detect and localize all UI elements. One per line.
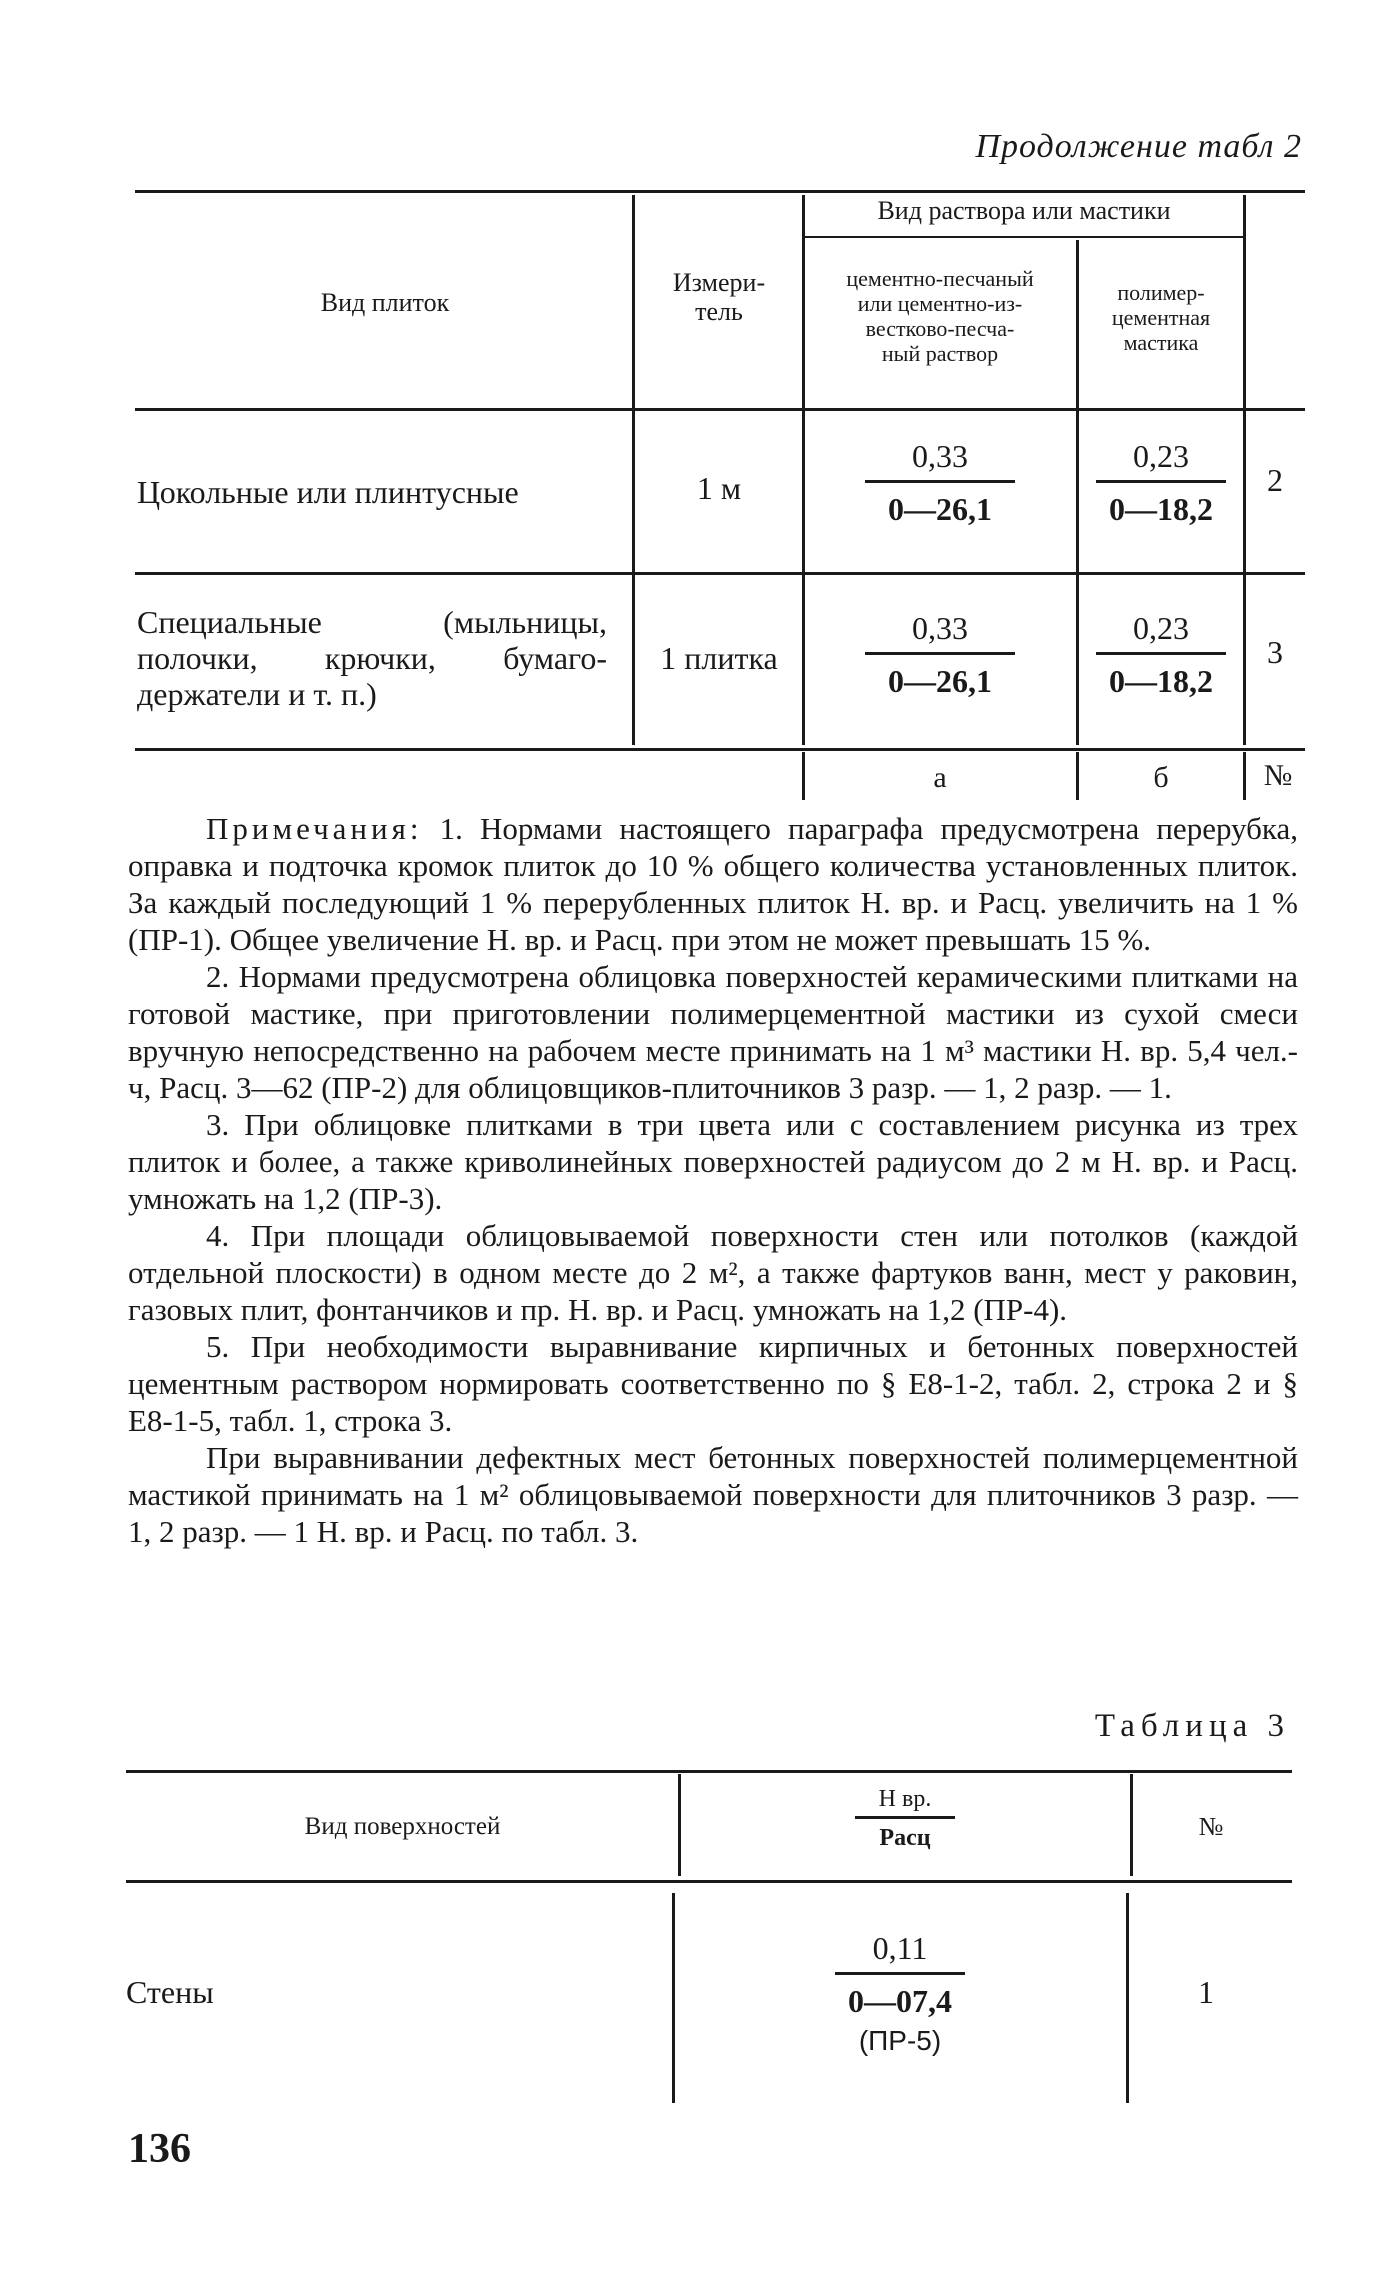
table-3-col-sep-1 [678,1774,681,1876]
header-measure: Измери- тель [672,268,766,326]
note-1-text: 1. Нормами настоящего параграфа предусмотрена перерубка, оправка и подточка кромок плиток до 10 % общего количества установленных плиток. За каждый последующий 1 % перерубленных плиток Н. вр. и Расц. увеличить на 1 % (ПР-1). Общее увеличение Н. вр. и Расц. при этом не может превышать 15 %. [128,811,1299,957]
note-2: 2. Нормами предусмотрена облицовка поверхностей керамическими плитками на готовой мастике, при приготовлении полимерцементной мастики из сухой смеси вручную непосредственно на рабочем месте принимать на 1 м³ мастики Н. вр. 5,4 чел.-ч, Расц. 3—62 (ПР-2) для облицовщиков-плиточников 3 разр. — 1, 2 разр. — 1. [128,959,1298,1105]
header-surface-type: Вид поверхностей [304,1813,501,1840]
fraction-bar [865,652,1015,655]
table-2-col-sep-1 [632,195,635,745]
page-number: 136 [128,2126,191,2172]
table-2-col-sep-2 [802,195,805,745]
rate-value: 0—18,2 [1109,491,1213,527]
table-row-norm-b [1086,436,1236,529]
fraction-bar [865,480,1015,483]
header-rate: Расц [879,1825,931,1851]
norm-time-value: 0,33 [912,438,968,474]
continuation-caption: Продолжение табл 2 [975,128,1302,165]
table-row-norm-a [820,608,1060,701]
norm-time-value: 0,23 [1133,438,1189,474]
table-3-body-sep-1 [672,1893,675,2103]
table-2-col-sep-4 [1243,195,1246,745]
table-2-header-bottom-rule [135,408,1305,411]
header-norm-fraction [820,1784,990,1853]
table-2-row-divider [135,572,1305,575]
header-mortar-group: Вид раствора или мастики [877,196,1171,225]
table-row-name: Стены [126,1974,214,2010]
table-2-footer-sep-3 [1243,752,1246,800]
header-col-a: цементно-песчаный или цементно-из- вестково-песча- ный раствор [846,266,1034,366]
table-row-norm-b [1086,608,1236,701]
fraction-bar [1096,652,1226,655]
table-2-top-rule [135,190,1305,193]
rate-value: 0—26,1 [888,663,992,699]
norm-time-value: 0,23 [1133,610,1189,646]
table-row-number: 3 [1267,634,1283,670]
table-3-title: Таблица 3 [1094,1708,1290,1744]
table-row-name: Специальные (мыльницы, полочки, крючки, бумаго-держатели и т. п.) [137,604,607,712]
table-row-name: Цокольные или плинтусные [137,474,519,510]
table-row-norm [800,1928,1000,2061]
rate-value: 0—07,4 [848,1983,952,2019]
table-2-col-sep-3 [1076,240,1079,745]
table-2-group-rule [804,236,1244,238]
table-row-measure: 1 м [696,470,742,506]
header-number: № [1198,1812,1224,1841]
header-col-b: полимер- цементная мастика [1111,280,1211,355]
table-2-footer-sep-1 [802,752,805,800]
table-3-body-sep-2 [1126,1893,1129,2103]
norm-time-value: 0,11 [872,1930,928,1966]
table-row-number: 2 [1267,462,1283,498]
column-letter-a: а [933,761,947,794]
table-row-norm-a [820,436,1060,529]
note-5: 5. При необходимости выравнивание кирпичных и бетонных поверхностей цементным раствором нормировать соответственно по § Е8-1-2, табл. 2, строка 2 и § Е8-1-5, табл. 1, строка 3. [128,1329,1298,1438]
code-value: (ПР-5) [858,2025,942,2056]
rate-value: 0—18,2 [1109,663,1213,699]
note-4: 4. При площади облицовываемой поверхности стен или потолков (каждой отдельной плоскости) в одном месте до 2 м², а также фартуков ванн, мест у раковин, газовых плит, фонтанчиков и пр. Н. вр. и Расц. умножать на 1,2 (ПР-4). [128,1218,1298,1327]
notes-block [128,810,1298,1550]
header-tile-type: Вид плиток [320,288,450,317]
table-2-footer-sep-2 [1076,752,1079,800]
note-6: При выравнивании дефектных мест бетонных поверхностей полимерцементной мастикой принимать на 1 м² облицовываемой поверхности для плиточников 3 разр. — 1, 2 разр. — 1 Н. вр. и Расц. по табл. 3. [128,1440,1298,1549]
notes-lead: Примечания: [206,811,423,846]
table-3-header-bottom-rule [126,1880,1292,1883]
table-row-measure: 1 плитка [660,640,778,676]
column-number-sign: № [1263,759,1293,792]
fraction-bar [1096,480,1226,483]
table-row-number: 1 [1198,1974,1214,2010]
fraction-bar [835,1972,965,1975]
table-3-top-rule [126,1770,1292,1773]
fraction-bar [855,1816,955,1819]
rate-value: 0—26,1 [888,491,992,527]
note-3: 3. При облицовке плитками в три цвета или с составлением рисунка из трех плиток и более, а также криволинейных поверхностей радиусом до 2 м Н. вр. и Расц. умножать на 1,2 (ПР-3). [128,1107,1298,1216]
column-letter-b: б [1153,761,1169,794]
norm-time-value: 0,33 [912,610,968,646]
table-3-col-sep-2 [1130,1774,1133,1876]
table-2-bottom-rule [135,748,1305,751]
header-norm-time: Н вр. [878,1786,932,1812]
note-1 [128,810,1298,958]
